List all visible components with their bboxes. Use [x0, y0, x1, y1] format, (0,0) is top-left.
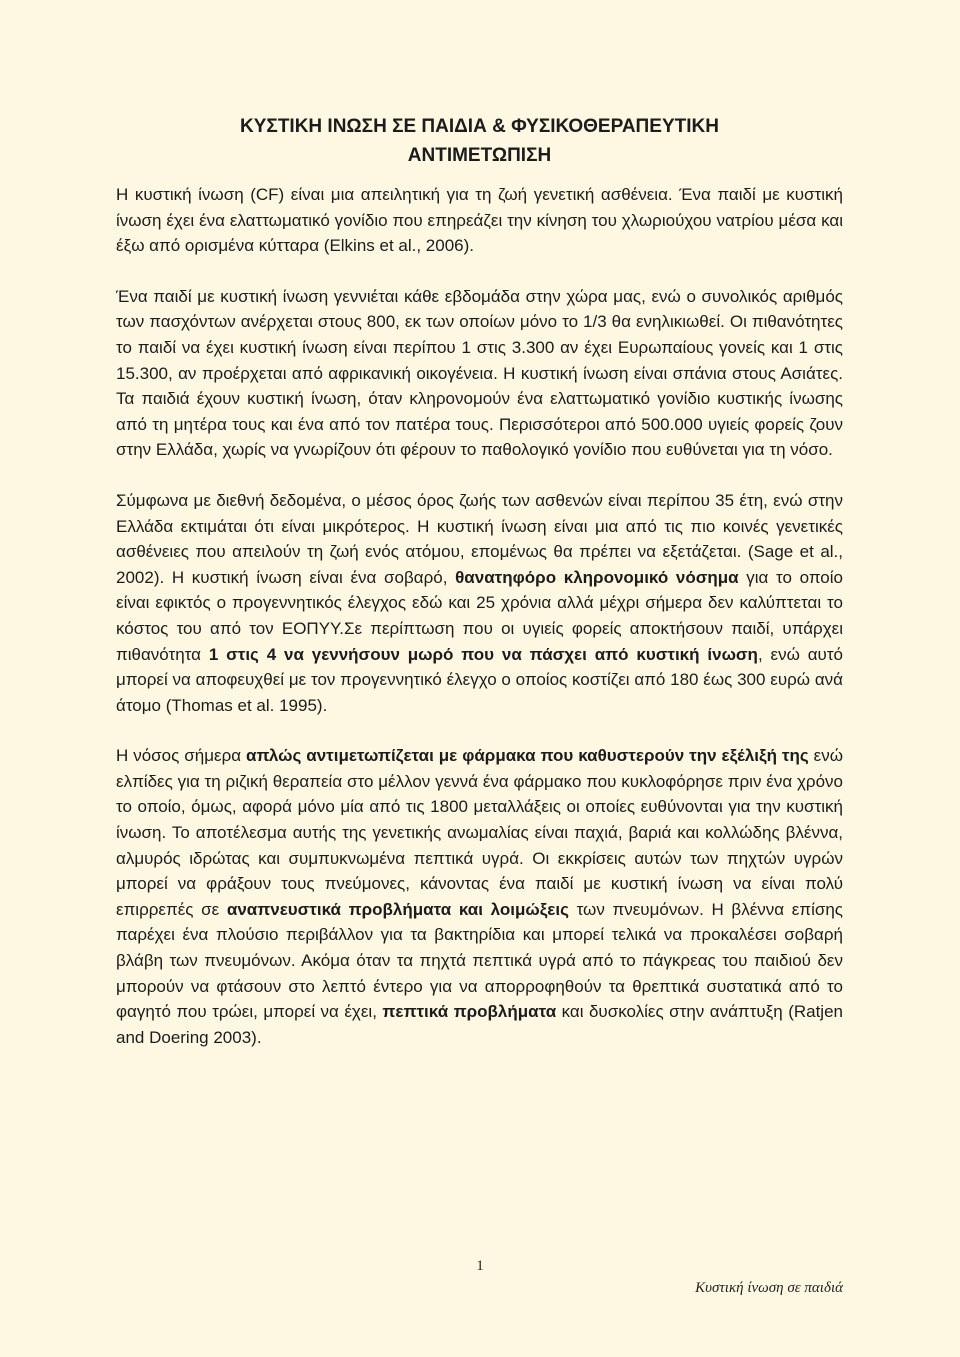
text-run: Σύμφωνα με διεθνή δεδομένα, ο μέσος όρος ζωής των ασθενών είναι περίπου 35 έτη, ενώ στην Ελλάδα εκτιμάται ότι είναι μικρότερος. Η κυστική ίνωση είναι μια από τις πιο κοινές γενετικές ασθένειες που απειλούν τη ζωή ενός ατόμου, επομένως θα πρέπει να εξετάζεται. (Sage et al., 2002). Η κυστική ίνωση είναι ένα σοβαρό,: [116, 490, 843, 587]
text-run: για το οποίο είναι εφικτός ο προγεννητικός έλεγχος εδώ και 25 χρόνια αλλά μέχρι σήμερα δεν καλύπτεται το κόστος του από τον ΕΟΠΥΥ.Σε περίπτωση που οι υγιείς φορείς αποκτήσουν παιδί, υπάρχει πιθανότητα: [116, 567, 843, 664]
bold-phrase-fatal-disease: θανατηφόρο κληρονομικό νόσημα: [455, 567, 739, 587]
title-line-2: ΑΝΤΙΜΕΤΩΠΙΣΗ: [407, 145, 552, 166]
text-run: Η νόσος σήμερα: [116, 746, 247, 766]
paragraph-life-expectancy: [116, 488, 843, 718]
text-run: των πνευμόνων. Η βλέννα επίσης παρέχει ένα πλούσιο περιβάλλον για τα βακτηρίδια και μπορεί τελικά να προκαλέσει σοβαρή βλάβη των πνευμόνων. Ακόμα όταν τα πηχτά πεπτικά υγρά από το πάγκρεας του παιδιού δεν μπορούν να φτάσουν στο λεπτό έντερο για να απορροφηθούν τα θρεπτικά συστατικά από το φαγητό που τρώει, μπορεί να έχει,: [116, 899, 843, 1022]
text-run: , ενώ αυτό μπορεί να αποφευχθεί με τον προγεννητικό έλεγχο ο οποίος κοστίζει από 180 έως 300 ευρώ ανά άτομο (Thomas et al. 1995).: [116, 644, 843, 715]
text-run: ενώ ελπίδες για τη ριζική θεραπεία στο μέλλον γεννά ένα φάρμακο που κυκλοφόρησε πριν ένα χρόνο το οποίο, όμως, αφορά μόνο μία από τις 1800 μεταλλάξεις οι οποίες ευθύνονται για την κυστική ίνωση. Το αποτέλεσμα αυτής της γενετικής ανωμαλίας είναι παχιά, βαριά και κολλώδης βλέννα, αλμυρός ιδρώτας και συμπυκνωμένα πεπτικά υγρά. Οι εκκρίσεις αυτών των πηχτών υγρών μπορεί να φράξουν τους πνεύμονες, κάνοντας ένα παιδί με κυστική ίνωση να είναι πολύ επιρρεπές σε: [116, 746, 844, 919]
paragraph-prevalence: Ένα παιδί με κυστική ίνωση γεννιέται κάθε εβδομάδα στην χώρα μας, ενώ ο συνολικός αριθμός των πασχόντων ανέρχεται στους 800, εκ των οποίων μόνο το 1/3 θα ενηλικιωθεί. Οι πιθανότητες το παιδί να έχει κυστική ίνωση είναι περίπου 1 στις 3.300 αν έχει Ευρωπαίους γονείς και 1 στις 15.300, αν προέρχεται από αφρικανική οικογένεια. Η κυστική ίνωση είναι σπάνια στους Ασιάτες. Τα παιδιά έχουν κυστική ίνωση, όταν κληρονομούν ένα ελαττωματικό γονίδιο κυστικής ίνωσης από τη μητέρα τους και ένα από τον πατέρα τους. Περισσότεροι από 500.000 υγιείς φορείς ζουν στην Ελλάδα, χωρίς να γνωρίζουν ότι φέρουν το παθολογικό γονίδιο που ευθύνεται για τη νόσο.: [116, 286, 843, 460]
paragraph-intro: Η κυστική ίνωση (CF) είναι μια απειλητική για τη ζωή γενετική ασθένεια. Ένα παιδί με κυστική ίνωση έχει ένα ελαττωματικό γονίδιο που επηρεάζει την κίνηση του χλωριούχου νατρίου μέσα και έξω από ορισμένα κύτταρα (Elkins et al., 2006).: [116, 185, 843, 256]
bold-phrase-respiratory: αναπνευστικά προβλήματα και λοιμώξεις: [226, 899, 569, 919]
bold-phrase-treatment: απλώς αντιμετωπίζεται με φάρμακα που καθυστερούν την εξέλιξή της: [246, 746, 809, 766]
bold-phrase-probability: 1 στις 4 να γεννήσουν μωρό που να πάσχει από κυστική ίνωση: [208, 644, 758, 664]
paragraph-treatment: [116, 743, 843, 1050]
text-run: και δυσκολίες στην ανάπτυξη (Ratjen and Doering 2003).: [116, 1002, 843, 1047]
running-footer-title: Κυστική ίνωση σε παιδιά: [695, 1280, 843, 1296]
page-number: 1: [476, 1258, 484, 1274]
document-title: [116, 112, 843, 170]
title-line-1: ΚΥΣΤΙΚΗ ΙΝΩΣΗ ΣΕ ΠΑΙΔΙΑ & ΦΥΣΙΚΟΘΕΡΑΠΕΥΤΙΚΗ: [240, 116, 719, 137]
document-page: [116, 112, 843, 1075]
bold-phrase-digestive: πεπτικά προβλήματα: [382, 1002, 557, 1022]
